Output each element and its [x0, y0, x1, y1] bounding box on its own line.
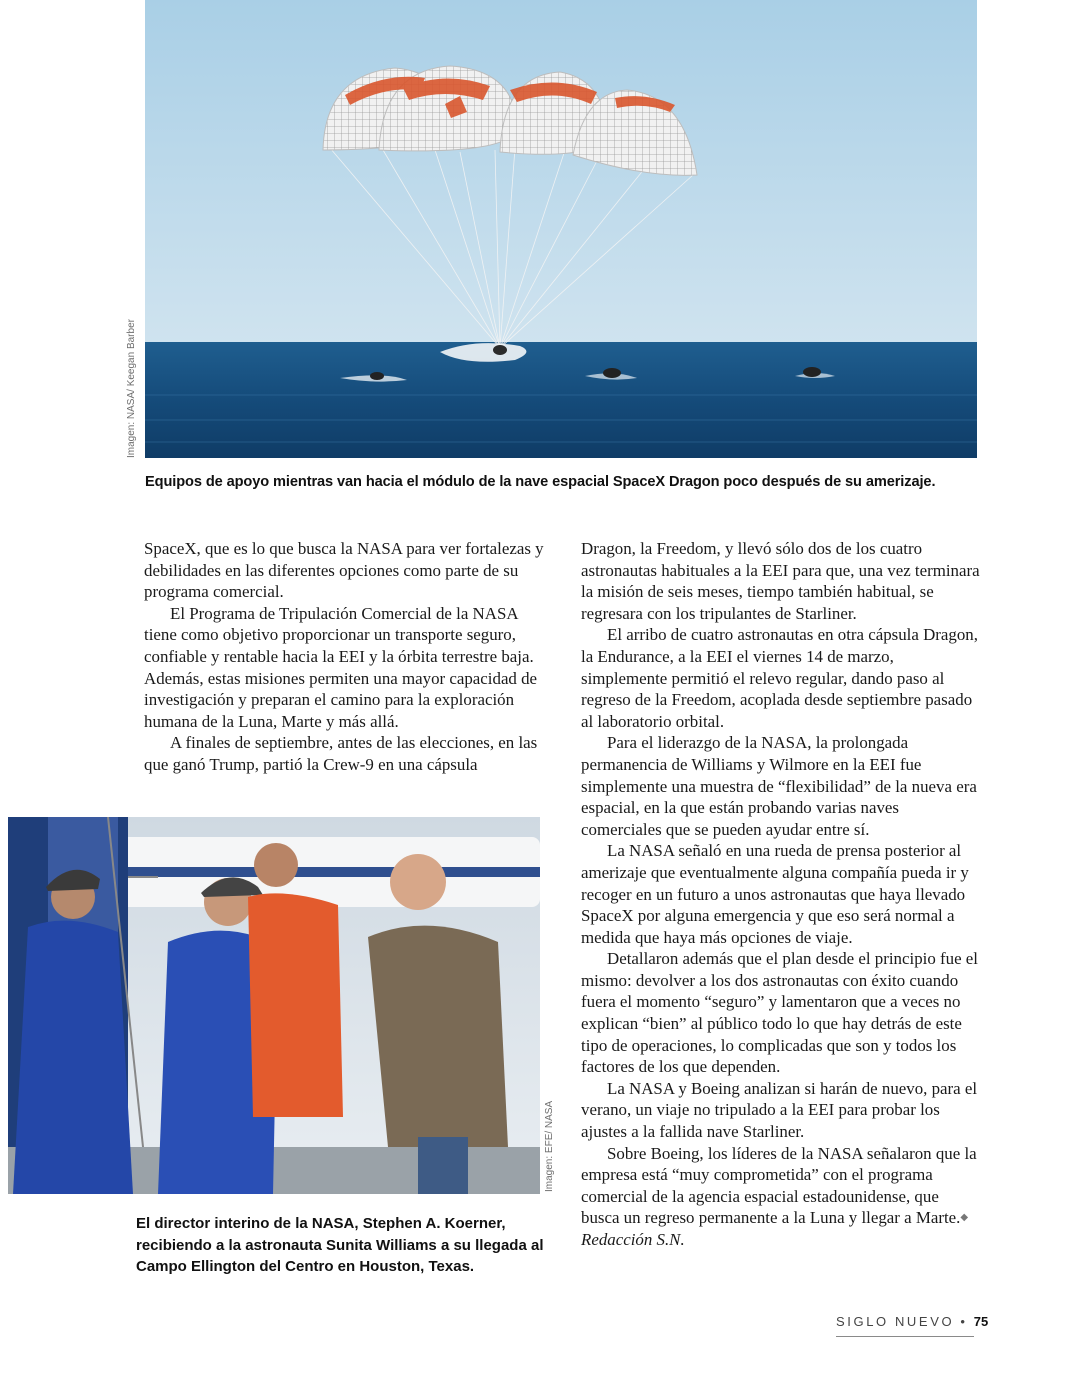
paragraph-final: [581, 1143, 981, 1229]
paragraph: La NASA señaló en una rueda de prensa posterior al amerizaje que eventualmente alguna compañía pueda ir y recoger en un futuro a unos astronautas que haya llevado SpaceX por alguna emergencia y que eso será normal a medida que haya más opciones de viaje.: [581, 841, 969, 947]
author-signature: Redacción S.N.: [581, 1230, 685, 1249]
paragraph: A finales de septiembre, antes de las elecciones, en las que ganó Trump, partió la Crew-9 en una cápsula: [144, 733, 538, 774]
astronaut-arrival-photo: [8, 817, 540, 1194]
paragraph: La NASA y Boeing analizan si harán de nuevo, para el verano, un viaje no tripulado a la EEI para probar los ajustes a la fallida nave Starliner.: [581, 1078, 978, 1142]
end-of-article-icon: ◆: [960, 1212, 969, 1224]
magazine-name: SIGLO NUEVO: [836, 1314, 955, 1329]
top-photo-credit: Imagen: NASA/ Keegan Barber: [126, 319, 137, 458]
paragraph: El Programa de Tripulación Comercial de la NASA tiene como objetivo proporcionar un transporte seguro, confiable y rentable hacia la EEI y la órbita terrestre baja. Además, estas misiones permiten una mayor capacidad de investigación y preparan el camino para la exploración humana de la Luna, Marte y más allá.: [144, 603, 538, 731]
arrival-illustration: [8, 817, 540, 1194]
footer-rule: [836, 1336, 974, 1337]
bottom-photo-credit: Imagen: EFE/ NASA: [544, 1100, 555, 1192]
paragraph: Para el liderazgo de la NASA, la prolongada permanencia de Williams y Wilmore en la EEI fue simplemente una muestra de “flexibilidad” de la nueva era espacial, en la que están probando varias naves comerciales que se pueden ayudar entre sí.: [581, 733, 977, 839]
page-number: 75: [973, 1314, 989, 1329]
paragraph: Dragon, la Freedom, y llevó sólo dos de los cuatro astronautas habituales a la EEI para que, una vez terminara la misión de seis meses, tiempo también habitual, se regresara con los tripulantes de Starliner.: [581, 539, 980, 623]
article-right-column: [581, 538, 981, 1251]
paragraph: Detallaron además que el plan desde el principio fue el mismo: devolver a los dos astronautas con éxito cuando fuera el momento “seguro” y lamentaron que a veces no explican “bien” al público todo lo que hay detrás de este tipo de operaciones, lo complicadas que son y todos los factores de los que dependen.: [581, 949, 978, 1077]
footer-separator: •: [960, 1314, 968, 1329]
page-footer: [836, 1314, 989, 1329]
paragraph: El arribo de cuatro astronautas en otra cápsula Dragon, la Endurance, a la EEI el viernes 14 de marzo, simplemente permitió el relevo regular, dando paso al regreso de la Freedom, acoplada desde septiembre pasado al laboratorio orbital.: [581, 625, 978, 731]
top-photo-caption: Equipos de apoyo mientras van hacia el módulo de la nave espacial SpaceX Dragon poco después de su amerizaje.: [145, 474, 936, 490]
article-left-column: [144, 538, 544, 776]
splashdown-photo: [145, 0, 977, 458]
paragraph-final-text: Sobre Boeing, los líderes de la NASA señalaron que la empresa está “muy comprometida” con el programa comercial de la agencia espacial estadounidense, que busca un regreso permanente a la Luna y llegar a Marte.: [581, 1143, 977, 1228]
bottom-photo-caption: El director interino de la NASA, Stephen A. Koerner, recibiendo a la astronauta Sunita Williams a su llegada al Campo Ellington del Centro en Houston, Texas.: [136, 1215, 544, 1275]
paragraph: SpaceX, que es lo que busca la NASA para ver fortalezas y debilidades en las diferentes opciones como parte de su programa comercial.: [144, 539, 544, 602]
splashdown-illustration: [145, 0, 977, 458]
